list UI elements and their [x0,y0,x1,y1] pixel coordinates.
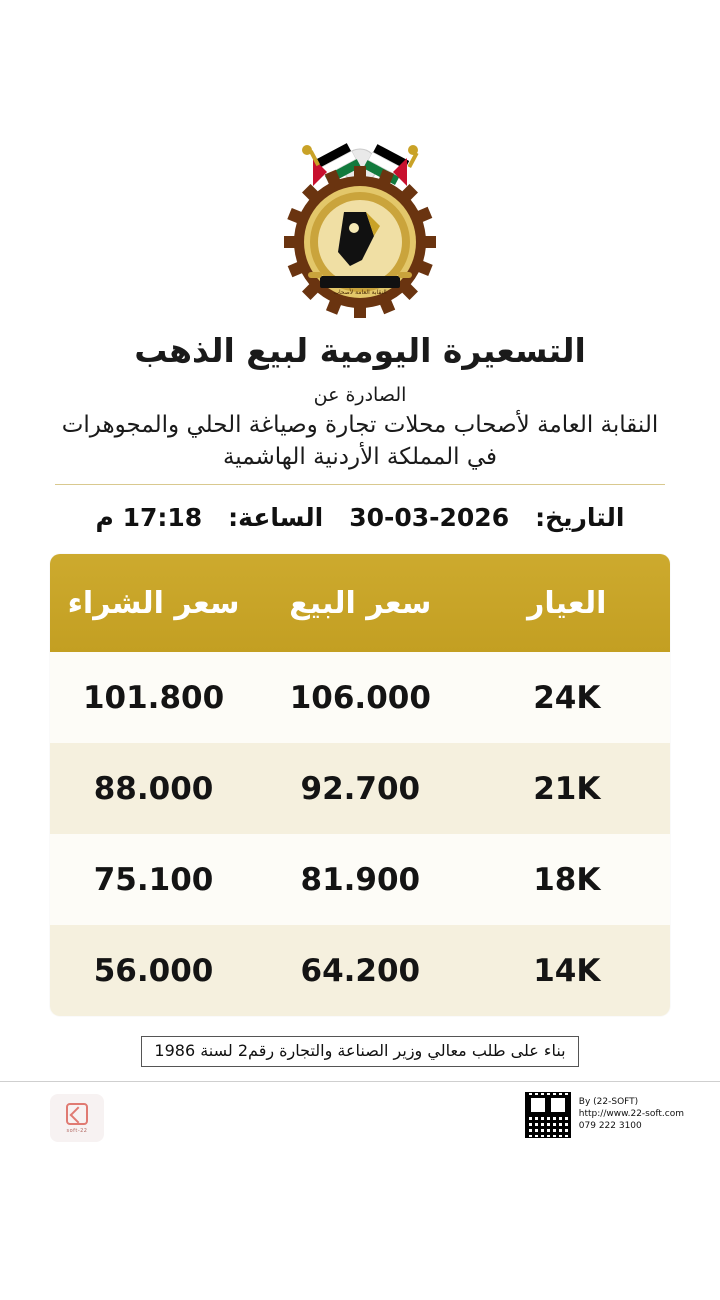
date-value: 30-03-2026 [349,503,510,532]
divider [55,484,665,485]
footer-contact-text [579,1097,684,1133]
page-title: التسعيرة اليومية لبيع الذهب [134,331,586,370]
footer-contact-block [525,1092,684,1138]
table-row [50,925,670,1016]
cell-buy-price: 56.000 [93,952,214,989]
vendor-mark-icon [66,1103,88,1125]
column-header-karat: العيار [527,585,607,621]
cell-sell-price: 81.900 [300,861,421,898]
datetime-row [50,503,670,532]
syndicate-emblem-icon [265,138,455,323]
cell-sell-price: 92.700 [300,770,421,807]
cell-karat: 24K [533,679,601,716]
footer-line-by: By (22-SOFT) [578,1097,639,1108]
cell-buy-price: 101.800 [82,679,225,716]
cell-karat: 18K [533,861,601,898]
subtitle-country: في المملكة الأردنية الهاشمية [222,444,498,470]
table-header-row [50,554,670,652]
time-label: الساعة: [228,503,324,532]
subtitle-issued-by: الصادرة عن [313,384,407,406]
cell-karat: 21K [533,770,601,807]
vendor-logo-icon [50,1094,104,1142]
qr-code-icon[interactable] [525,1092,571,1138]
time-value: 17:18 م [95,503,203,532]
date-label: التاريخ: [535,503,625,532]
column-header-buy-price: سعر الشراء [67,585,240,621]
legal-note: بناء على طلب معالي وزير الصناعة والتجارة رقم2 لسنة 1986 [141,1036,578,1067]
gold-price-table [50,554,670,1016]
vendor-logo-text: 22-soft [66,1127,88,1134]
footer-line-url[interactable]: http://www.22-soft.com [578,1109,684,1120]
cell-buy-price: 75.100 [93,861,214,898]
footer-line-phone: 079 222 3100 [578,1120,642,1131]
subtitle-organization: النقابة العامة لأصحاب محلات تجارة وصياغة الحلي والمجوهرات [61,412,659,438]
table-row [50,834,670,925]
footer [0,1082,720,1156]
cell-sell-price: 106.000 [289,679,431,716]
cell-sell-price: 64.200 [300,952,421,989]
table-row [50,743,670,834]
table-row [50,652,670,743]
cell-karat: 14K [533,952,601,989]
column-header-sell-price: سعر البيع [289,585,432,621]
svg-text:النقابة العامة لأصحاب: النقابة العامة لأصحاب [333,289,387,296]
cell-buy-price: 88.000 [93,770,214,807]
